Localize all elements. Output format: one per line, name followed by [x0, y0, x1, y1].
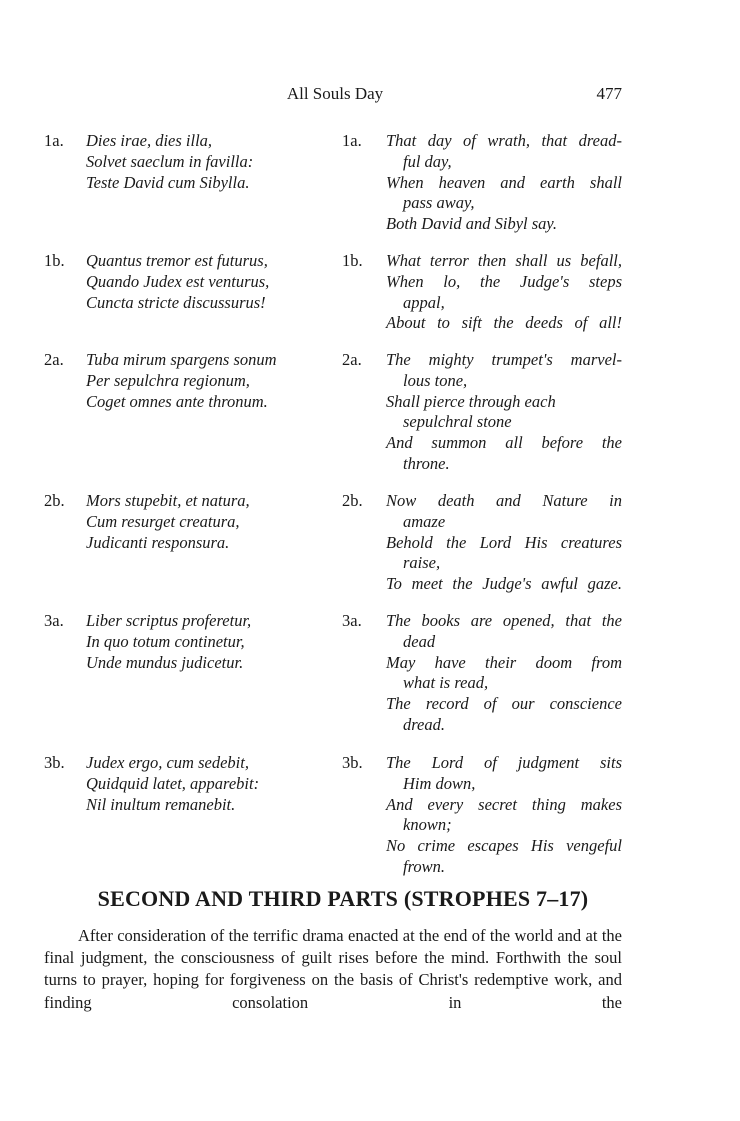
- english-line: To meet the Judge's awful gaze.: [386, 574, 622, 594]
- latin-line: Cuncta stricte discussurus!: [86, 292, 266, 312]
- strophe-number-english: 3a.: [342, 611, 362, 630]
- latin-line: Judicanti responsura.: [86, 532, 230, 552]
- latin-verse: [86, 350, 336, 412]
- strophe-number-english: 2b.: [342, 491, 363, 510]
- english-verse: [386, 350, 622, 475]
- english-line: dead: [403, 631, 436, 651]
- english-verse: [386, 251, 622, 334]
- latin-line: In quo totum continetur,: [86, 631, 245, 651]
- english-line: lous tone,: [403, 370, 468, 390]
- english-line: The Lord of judgment sits: [386, 753, 622, 772]
- english-line: When heaven and earth shall: [386, 172, 622, 192]
- english-line: Now death and Nature in: [386, 491, 622, 510]
- page-number: 477: [596, 84, 622, 103]
- latin-line: Per sepulchra regionum,: [86, 370, 250, 390]
- strophe-number-latin: 2a.: [44, 350, 64, 369]
- english-line: known;: [403, 815, 452, 835]
- latin-verse: [86, 131, 336, 193]
- latin-line: Cum resurget creatura,: [86, 511, 240, 531]
- strophe-number-latin: 1b.: [44, 251, 65, 270]
- english-line: Behold the Lord His creatures: [386, 532, 622, 552]
- latin-line: Coget omnes ante thronum.: [86, 391, 268, 411]
- latin-line: Liber scriptus proferetur,: [86, 611, 252, 630]
- latin-verse: [86, 251, 336, 313]
- english-verse: [386, 753, 622, 878]
- english-verse: [386, 131, 622, 235]
- english-line: what is read,: [403, 673, 489, 693]
- latin-line: Quidquid latet, apparebit:: [86, 773, 260, 793]
- english-line: raise,: [403, 553, 441, 573]
- strophe-number-english: 3b.: [342, 753, 363, 772]
- strophe-number-latin: 2b.: [44, 491, 65, 510]
- english-line: What terror then shall us befall,: [386, 251, 622, 270]
- english-line: The mighty trumpet's marvel-: [386, 350, 622, 369]
- latin-line: Quantus tremor est futurus,: [86, 251, 268, 270]
- english-line: That day of wrath, that dread-: [386, 131, 622, 150]
- section-heading: SECOND AND THIRD PARTS (STROPHES 7–17): [97, 886, 589, 911]
- strophe-number-latin: 1a.: [44, 131, 64, 150]
- running-header: [0, 84, 740, 108]
- english-line: And every secret thing makes: [386, 794, 622, 814]
- english-line: ful day,: [403, 151, 452, 171]
- latin-line: Dies irae, dies illa,: [86, 131, 213, 150]
- latin-line: Nil inultum remanebit.: [86, 794, 236, 814]
- english-line: sepulchral stone: [403, 412, 512, 432]
- latin-verse: [86, 753, 336, 815]
- strophe-number-english: 1a.: [342, 131, 362, 150]
- english-line: appal,: [403, 292, 445, 312]
- english-line: No crime escapes His vengeful: [386, 836, 622, 856]
- english-line: throne.: [403, 453, 450, 473]
- english-line: dread.: [403, 714, 446, 734]
- english-line: Both David and Sibyl say.: [386, 214, 557, 234]
- strophe-number-english: 1b.: [342, 251, 363, 270]
- english-line: The books are opened, that the: [386, 611, 622, 630]
- body-paragraph: After consideration of the terrific drama enacted at the end of the world and at the final judgment, the consciousness of guilt rises before the mind. Forthwith the soul turns to prayer, hoping for forgiveness on the basis of Christ's redemptive work, and finding consolation in the: [44, 926, 622, 1012]
- latin-verse: [86, 611, 336, 673]
- latin-line: Quando Judex est venturus,: [86, 271, 270, 291]
- running-title: All Souls Day: [286, 84, 384, 103]
- latin-line: Mors stupebit, et natura,: [86, 491, 250, 510]
- latin-verse: [86, 491, 336, 553]
- english-line: Shall pierce through each: [386, 391, 556, 411]
- english-verse: [386, 611, 622, 736]
- latin-line: Judex ergo, cum sedebit,: [86, 753, 249, 772]
- english-line: frown.: [403, 856, 446, 876]
- english-line: Him down,: [403, 773, 476, 793]
- english-verse: [386, 491, 622, 595]
- strophe-number-latin: 3a.: [44, 611, 64, 630]
- strophe-number-english: 2a.: [342, 350, 362, 369]
- strophe-number-latin: 3b.: [44, 753, 65, 772]
- english-line: When lo, the Judge's steps: [386, 271, 622, 291]
- latin-line: Solvet saeclum in favilla:: [86, 151, 254, 171]
- english-line: The record of our conscience: [386, 694, 622, 714]
- english-line: pass away,: [403, 193, 475, 213]
- english-line: amaze: [403, 511, 446, 531]
- latin-line: Unde mundus judicetur.: [86, 652, 244, 672]
- english-line: And summon all before the: [386, 433, 622, 453]
- english-line: May have their doom from: [386, 652, 622, 672]
- latin-line: Teste David cum Sibylla.: [86, 172, 250, 192]
- english-line: About to sift the deeds of all!: [386, 313, 622, 333]
- latin-line: Tuba mirum spargens sonum: [86, 350, 277, 369]
